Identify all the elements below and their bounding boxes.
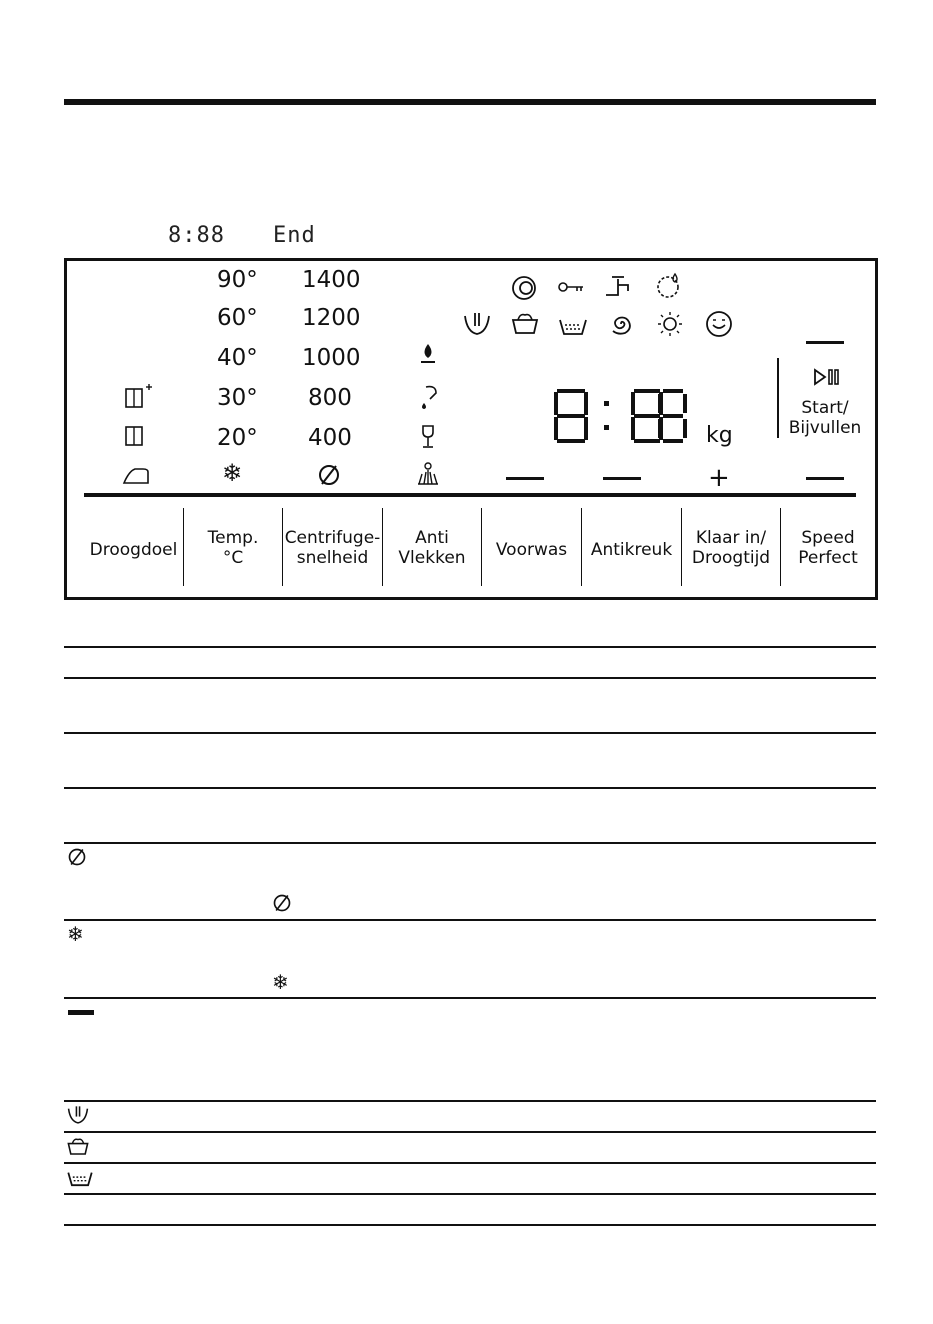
spin-icon (608, 311, 634, 337)
wash-icon (510, 310, 540, 336)
start-label[interactable] (786, 398, 864, 438)
spin-800: 800 (308, 385, 352, 411)
table-rule (64, 842, 876, 844)
table-rule (64, 1193, 876, 1195)
table-rule (64, 732, 876, 734)
prewash-button[interactable] (482, 540, 581, 560)
snowflake-icon: ❄ (222, 459, 243, 487)
dry-icon (656, 310, 684, 338)
kg-unit: kg (706, 423, 733, 448)
button-label: °C (222, 548, 244, 568)
tap-icon (604, 273, 632, 299)
rinse-icon (558, 316, 588, 336)
button-label: Perfect (798, 548, 858, 568)
table-rule (64, 1224, 876, 1226)
spin-1400: 1400 (302, 267, 361, 293)
button-label: Vlekken (398, 548, 466, 568)
plus-sign: + (708, 463, 730, 493)
start-divider (777, 358, 779, 438)
speed-dash (806, 477, 844, 480)
spin-speed-button[interactable] (283, 528, 382, 568)
temp-30: 30° (217, 385, 258, 411)
button-label: snelheid (296, 548, 369, 568)
child-lock-icon (510, 274, 538, 302)
button-label: Speed (801, 528, 855, 548)
temp-button[interactable] (184, 528, 282, 568)
spin-1000: 1000 (302, 345, 361, 371)
antikreuk-dash (603, 477, 641, 480)
top-rule (64, 99, 876, 105)
anti-crease-button[interactable] (582, 540, 681, 560)
anti-stain-button[interactable] (383, 528, 481, 568)
voorwas-dash (506, 477, 544, 480)
cupboard-dry-icon (124, 423, 146, 449)
rinse-icon (66, 1169, 94, 1187)
button-label: Centrifuge- (284, 528, 381, 548)
flower-stain-icon (416, 460, 440, 486)
start-dash-top (806, 341, 844, 344)
table-rule (64, 997, 876, 999)
button-label: Temp. (207, 528, 259, 548)
time-preview: 8:88 (168, 223, 225, 248)
finished-icon (704, 309, 734, 339)
no-spin-icon (272, 893, 292, 913)
table-rule (64, 919, 876, 921)
grass-stain-icon (418, 383, 440, 411)
big-display (553, 388, 693, 444)
speed-perfect-button[interactable] (781, 528, 875, 568)
temp-40: 40° (217, 345, 258, 371)
table-rule (64, 1162, 876, 1164)
drum-clean-icon (655, 272, 683, 300)
button-label: Droogtijd (691, 548, 771, 568)
end-preview: End (273, 223, 316, 248)
temp-20: 20° (217, 425, 258, 451)
spin-400: 400 (308, 425, 352, 451)
prewash-icon (66, 1104, 90, 1126)
button-label: Klaar in/ (695, 528, 767, 548)
no-spin-icon (67, 847, 87, 867)
cupboard-dry-plus-icon (124, 383, 154, 409)
start-label-line1: Start/ (801, 398, 849, 418)
button-label: Antikreuk (590, 540, 673, 560)
button-label: Droogdoel (89, 540, 178, 560)
drop-stain-icon (418, 342, 438, 366)
button-label: Anti (415, 528, 449, 548)
panel-separator (84, 493, 856, 497)
key-icon (557, 280, 585, 294)
temp-60: 60° (217, 305, 258, 331)
button-label: Voorwas (495, 540, 568, 560)
table-rule (64, 646, 876, 648)
start-label-line2: Bijvullen (788, 418, 862, 438)
ready-in-button[interactable] (682, 528, 780, 568)
no-spin-icon (317, 463, 341, 487)
wine-glass-icon (420, 424, 436, 450)
prewash-icon (462, 310, 492, 338)
droogdoel-button[interactable] (84, 540, 183, 560)
snowflake-icon: ❄ (67, 922, 84, 946)
play-pause-icon[interactable] (812, 367, 842, 387)
table-rule (64, 787, 876, 789)
table-rule (64, 1100, 876, 1102)
snowflake-icon: ❄ (272, 970, 289, 994)
table-rule (64, 1131, 876, 1133)
temp-90: 90° (217, 267, 258, 293)
wash-icon (66, 1135, 90, 1157)
table-rule (64, 677, 876, 679)
spin-1200: 1200 (302, 305, 361, 331)
iron-dry-icon (121, 466, 151, 486)
dash-icon (68, 1010, 94, 1015)
